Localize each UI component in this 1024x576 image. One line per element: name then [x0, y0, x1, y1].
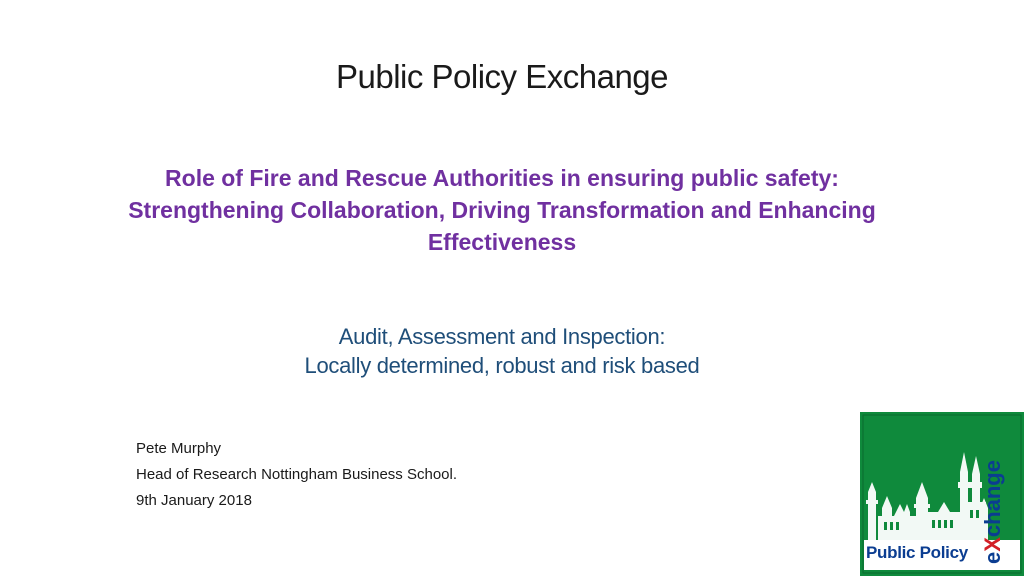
author-role: Head of Research Nottingham Business School. [136, 466, 458, 483]
author-name: Pete Murphy [136, 440, 222, 457]
logo-exchange-text [980, 460, 1006, 564]
topic-heading [0, 322, 1004, 380]
topic-line-1: Audit, Assessment and Inspection: [338, 324, 666, 349]
topic-line-2: Locally determined, robust and risk based [304, 353, 700, 378]
logo-name-text: Public Policy [866, 543, 968, 562]
presentation-date: 9th January 2018 [136, 492, 252, 509]
logo-exchange-prefix: e [980, 551, 1005, 564]
subtitle-line-1: Role of Fire and Rescue Authorities in ensuring public safety: [165, 165, 839, 191]
logo-exchange-x: X [980, 537, 1005, 552]
author-block [136, 436, 457, 514]
slide-title: Public Policy Exchange [335, 58, 669, 95]
logo-exchange-suffix: change [980, 460, 1005, 538]
slide-subtitle [72, 162, 932, 258]
public-policy-exchange-logo [860, 412, 1024, 576]
subtitle-line-3: Effectiveness [427, 229, 577, 255]
subtitle-line-2: Strengthening Collaboration, Driving Transformation and Enhancing [128, 197, 876, 223]
